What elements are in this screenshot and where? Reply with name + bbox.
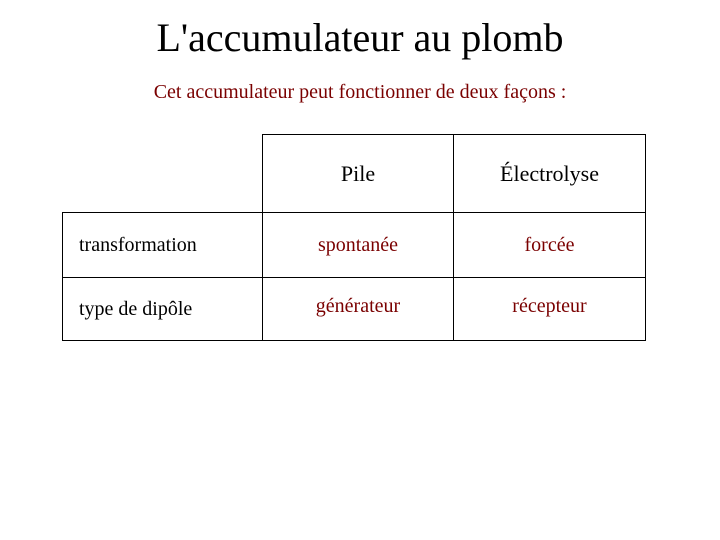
table-cell-electrolyse-dipole: récepteur: [512, 295, 587, 317]
table-line-bottom: [62, 340, 646, 341]
table-cell-electrolyse-transformation: forcée: [524, 234, 575, 256]
page-title: L'accumulateur au plomb: [156, 15, 564, 60]
table-cell-pile-dipole: générateur: [315, 295, 401, 317]
column-header-electrolyse: Électrolyse: [500, 160, 599, 186]
page-subtitle: Cet accumulateur peut fonctionner de deux façons :: [153, 81, 567, 103]
row-label-type-de-dipole: type de dipôle: [79, 298, 193, 320]
row-label-transformation: transformation: [79, 234, 197, 256]
column-header-pile: Pile: [340, 160, 376, 186]
table-cell-pile-transformation: spontanée: [318, 234, 398, 256]
table-line-right: [645, 134, 646, 341]
